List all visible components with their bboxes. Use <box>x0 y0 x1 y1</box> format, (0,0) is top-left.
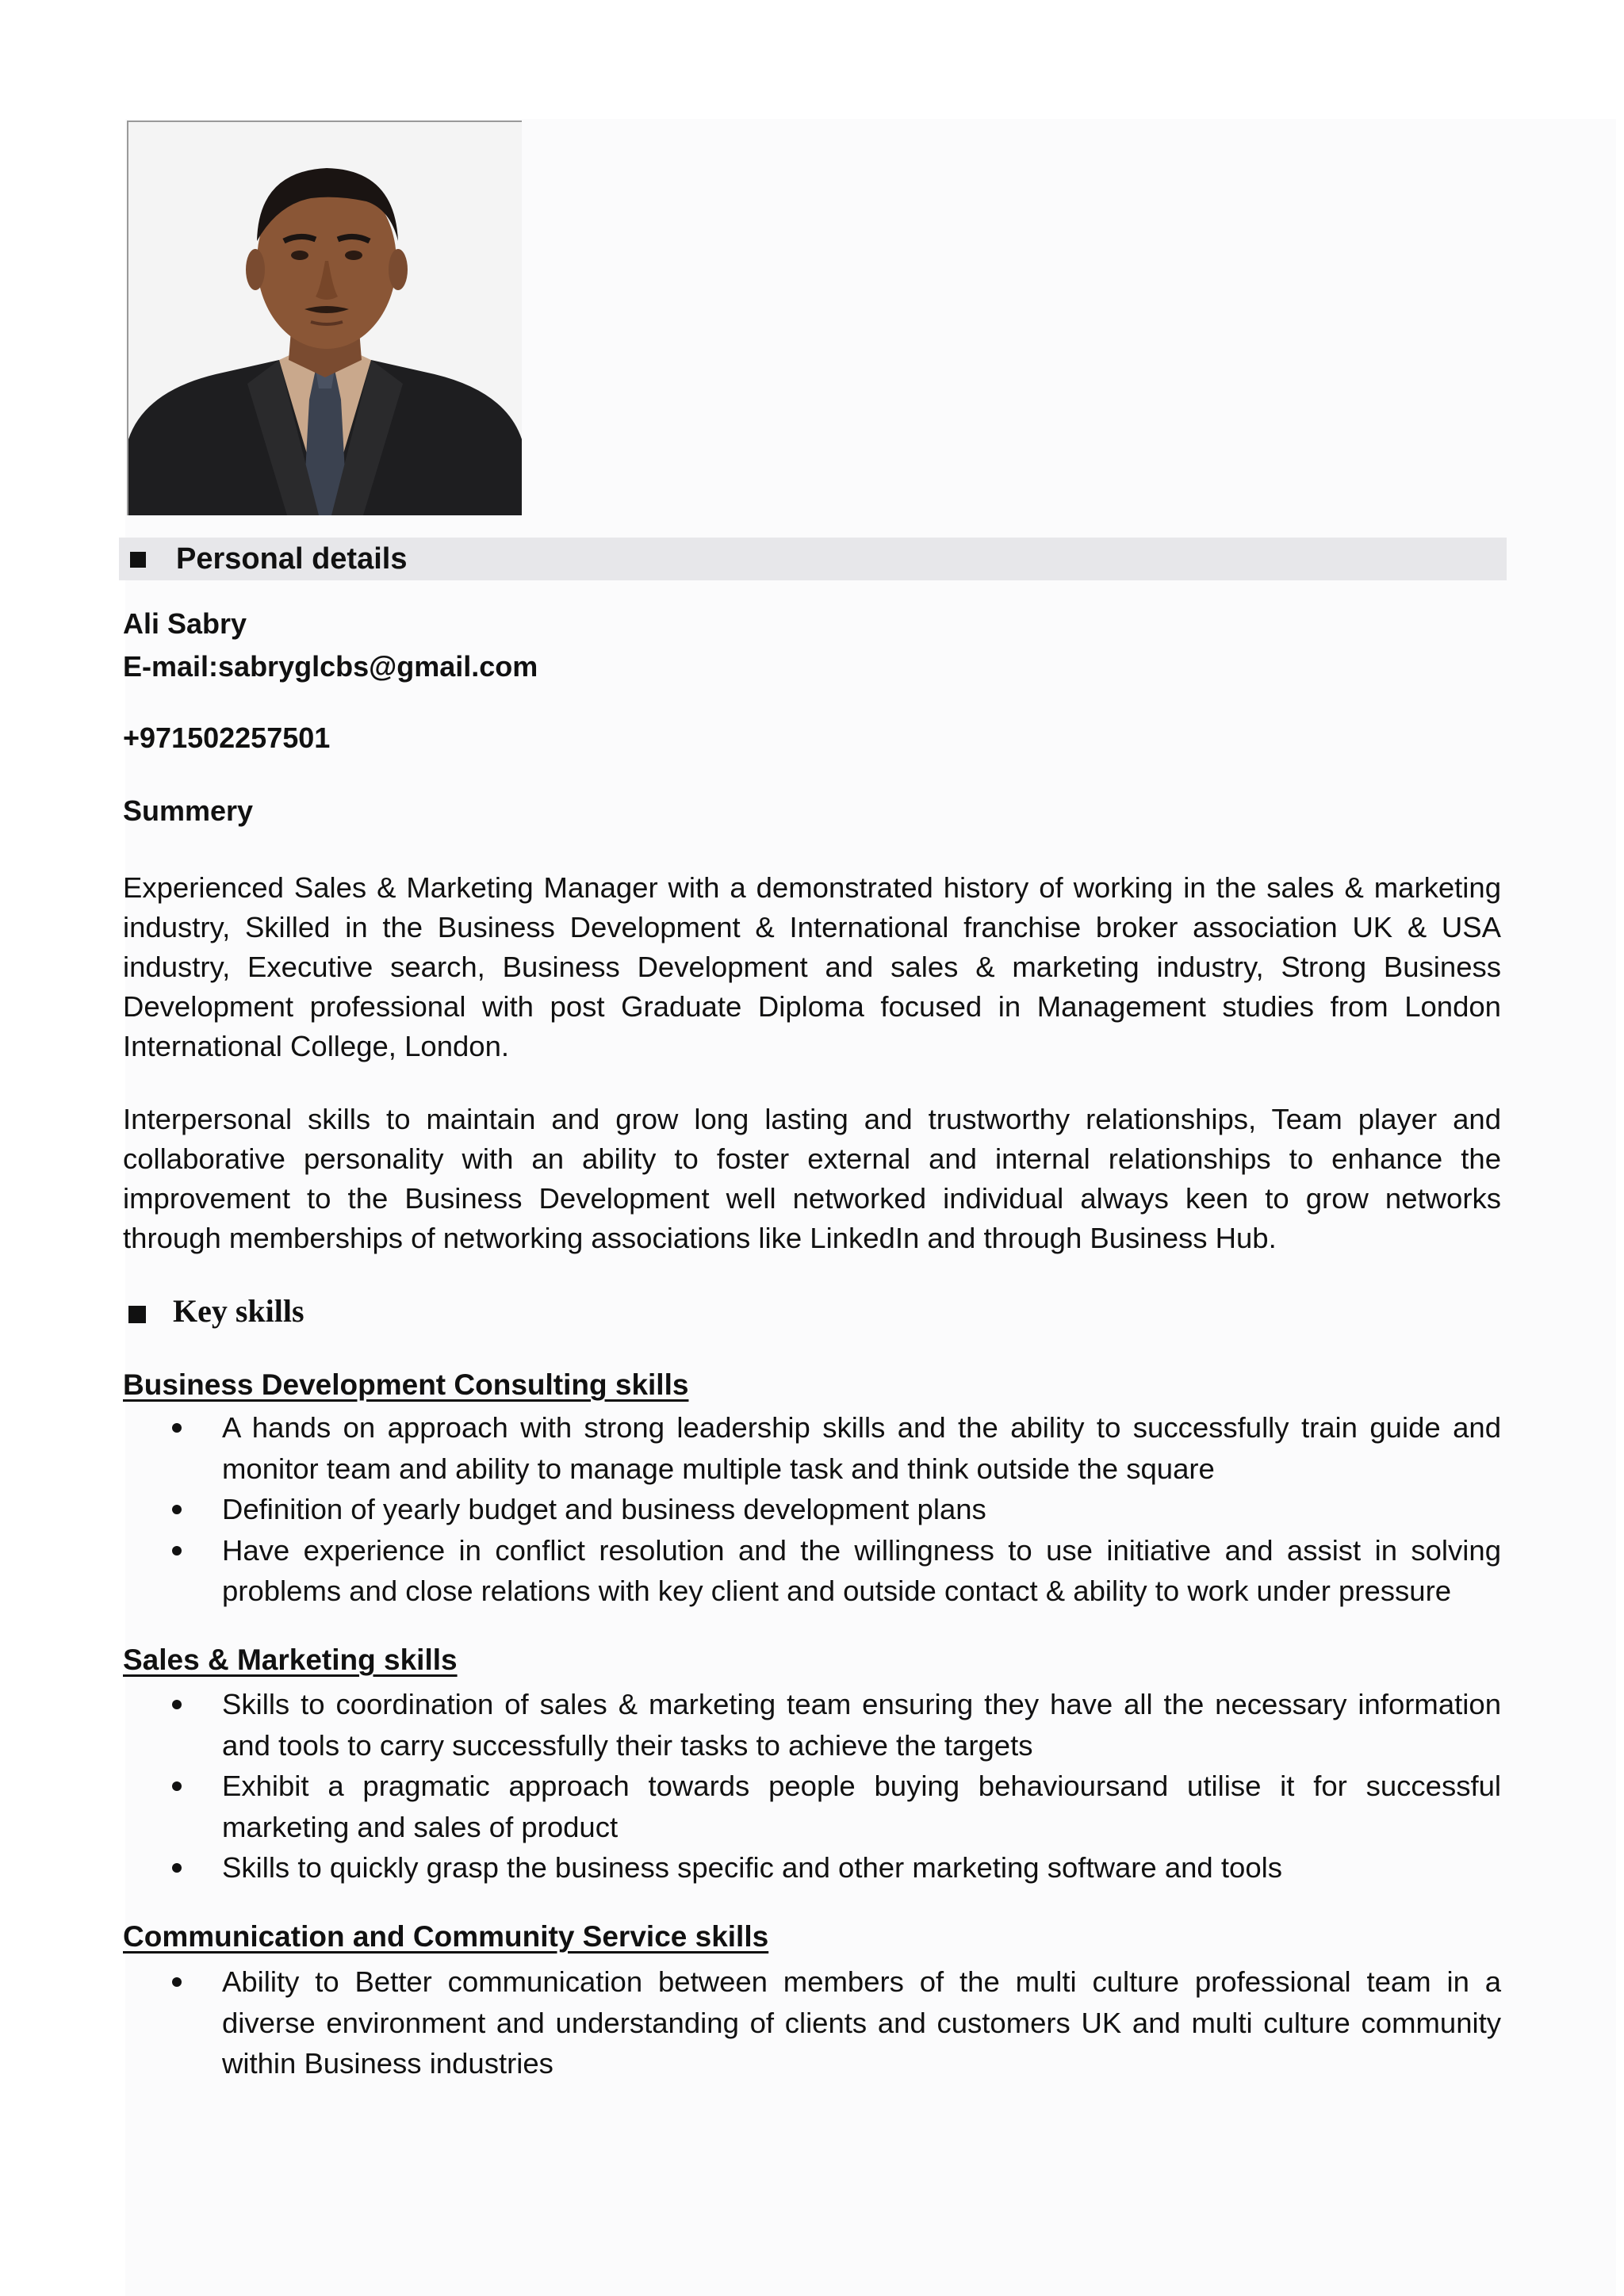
profile-photo <box>127 121 522 515</box>
square-bullet-icon <box>128 1306 146 1323</box>
candidate-name: Ali Sabry <box>123 607 247 640</box>
skill-group-title: Sales & Marketing skills <box>123 1644 458 1676</box>
skill-text: Definition of yearly budget and business development plans <box>222 1493 986 1525</box>
bullet-icon <box>172 1863 182 1873</box>
bullet-icon <box>172 1546 182 1556</box>
section-title: Personal details <box>176 542 408 576</box>
skill-group-title: Communication and Community Service skills <box>123 1920 769 1953</box>
square-bullet-icon <box>130 552 146 568</box>
skill-text: Ability to Better communication between members of the multi culture professional team in a diverse environment and understanding of clients and customers UK and multi culture community within Business industries <box>222 1965 1501 2080</box>
summary-paragraph: Interpersonal skills to maintain and grow long lasting and trustworthy relationships, Team player and collaborative personality with an ability to foster external and internal relationships to enhance the improvement to the Business Development well networked individual always keen to grow networks through memberships of networking associations like LinkedIn and through Business Hub. <box>123 1103 1501 1254</box>
summary-paragraph: Experienced Sales & Marketing Manager with a demonstrated history of working in the sales & marketing industry, Skilled in the Business Development & International franchise broker association UK & USA industry, Executive search, Business Development and sales & marketing industry, Strong Business Development professional with post Graduate Diploma focused in Management studies from London International College, London. <box>123 871 1501 1062</box>
skill-item <box>123 1766 1501 1847</box>
skill-item <box>123 1407 1501 1489</box>
bullet-icon <box>172 1700 182 1709</box>
skill-text: Skills to quickly grasp the business specific and other marketing software and tools <box>222 1851 1282 1884</box>
email-address: E-mail:sabryglcbs@gmail.com <box>123 650 538 683</box>
skill-text: Exhibit a pragmatic approach towards people buying behavioursand utilise it for successful marketing and sales of product <box>222 1770 1501 1843</box>
skill-item <box>123 1684 1501 1766</box>
skill-list <box>123 1961 1501 2084</box>
skill-item <box>123 1530 1501 1612</box>
skill-text: A hands on approach with strong leadership skills and the ability to successfully train guide and monitor team and ability to manage multiple task and think outside the square <box>222 1411 1501 1485</box>
skill-item <box>123 1847 1501 1888</box>
bullet-icon <box>172 1977 182 1987</box>
phone-number: +971502257501 <box>123 721 331 754</box>
bullet-icon <box>172 1505 182 1514</box>
personal-details-header <box>119 538 1507 580</box>
skill-text: Skills to coordination of sales & marketing team ensuring they have all the necessary information and tools to carry successfully their tasks to achieve the targets <box>222 1688 1501 1762</box>
bullet-icon <box>172 1423 182 1433</box>
key-skills-title: Key skills <box>173 1293 304 1329</box>
skill-item <box>123 1489 1501 1530</box>
bullet-icon <box>172 1781 182 1791</box>
skill-item <box>123 1961 1501 2084</box>
skill-list <box>123 1407 1501 1612</box>
skill-group-title: Business Development Consulting skills <box>123 1368 689 1401</box>
summary-heading: Summery <box>123 794 254 827</box>
skill-text: Have experience in conflict resolution and the willingness to use initiative and assist in solving problems and close relations with key client and outside contact & ability to work under pressure <box>222 1533 1501 1607</box>
skill-list <box>123 1684 1501 1888</box>
